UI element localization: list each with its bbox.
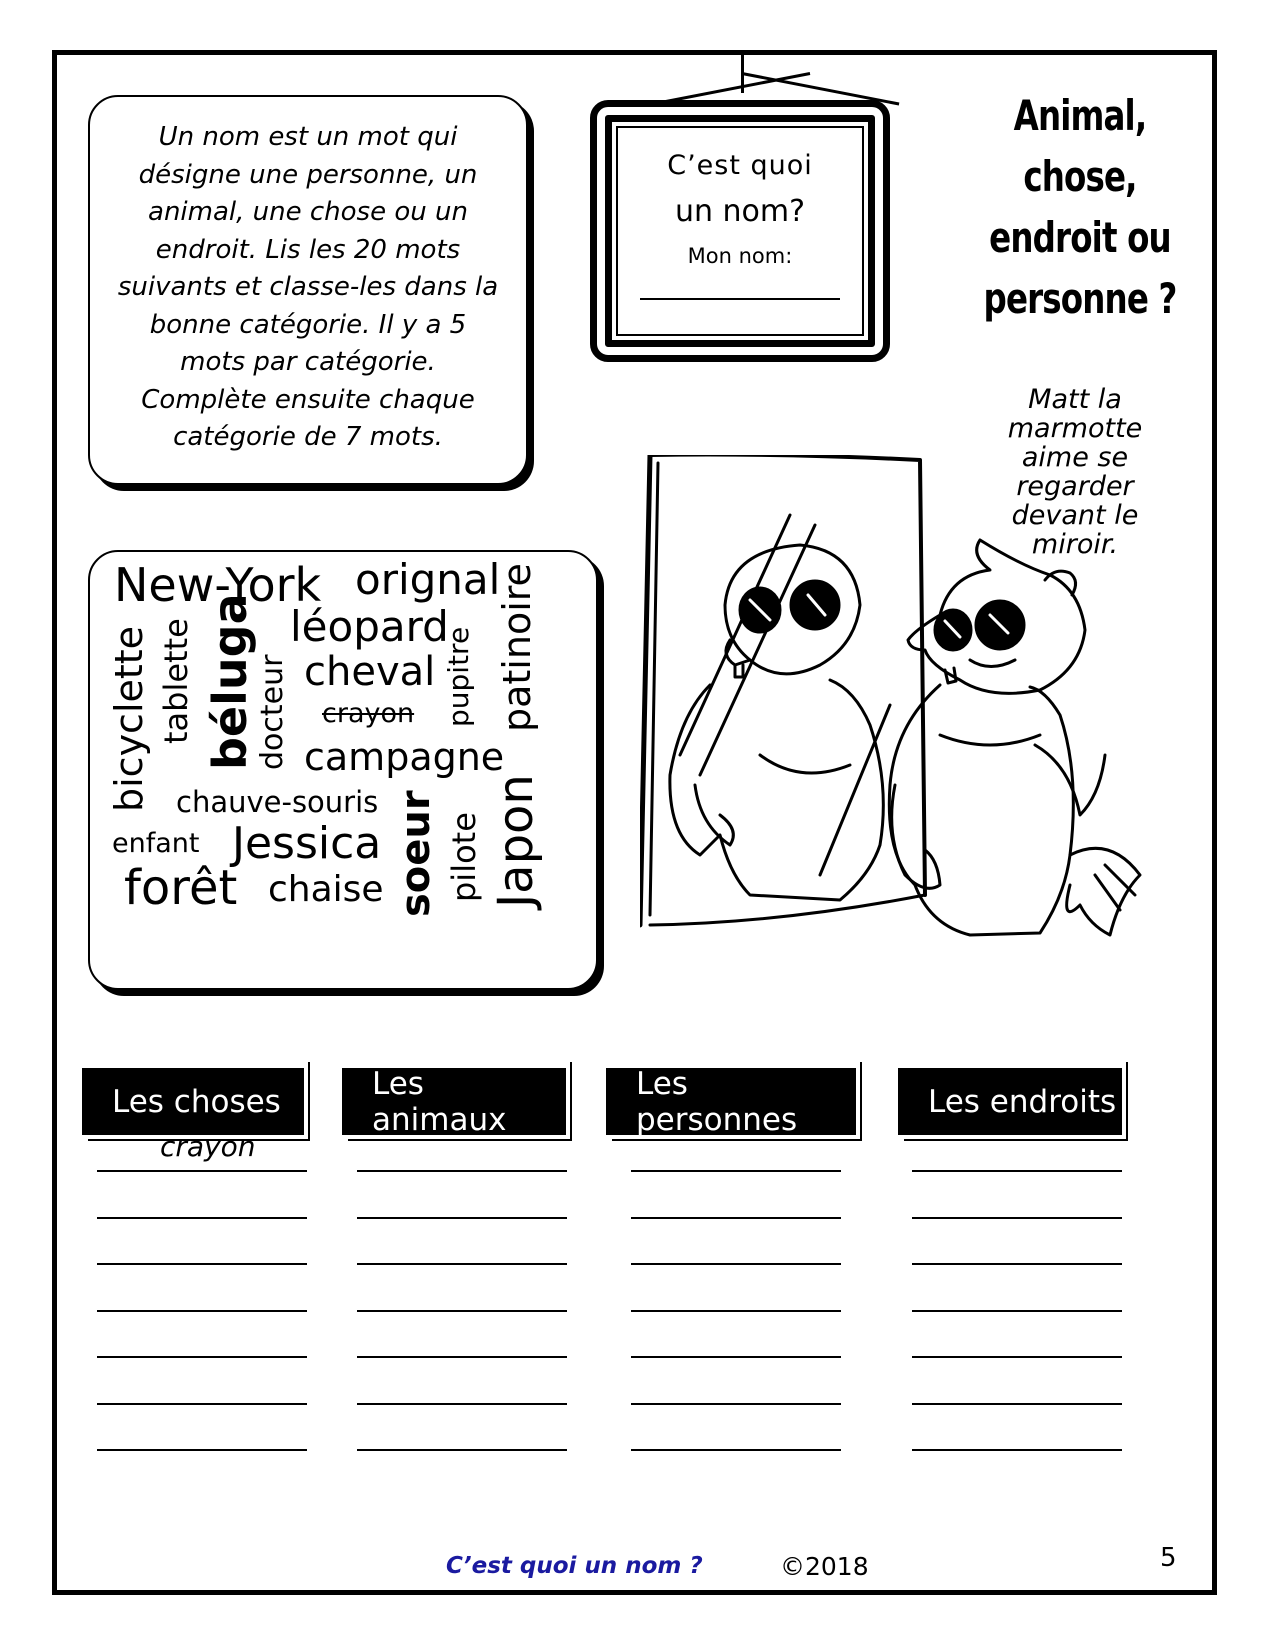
answer-line-animaux[interactable] <box>357 1449 567 1451</box>
answer-line-animaux[interactable] <box>357 1310 567 1312</box>
footer-copyright: ©2018 <box>780 1552 869 1581</box>
word-tablette: tablette <box>157 618 195 744</box>
picture-frame <box>590 100 890 362</box>
title-line-4: personne ? <box>983 274 1177 323</box>
caption-line: devant le <box>1011 500 1139 531</box>
word-soeur: soeur <box>393 790 439 917</box>
answer-line-choses[interactable] <box>97 1403 307 1405</box>
groundhog-mirror-illustration <box>640 455 1170 995</box>
caption-line: regarder <box>1016 471 1134 502</box>
word-enfant: enfant <box>112 828 200 859</box>
word-cheval: cheval <box>304 649 436 695</box>
worksheet-title <box>973 85 1188 329</box>
category-header-personnes <box>606 1065 856 1138</box>
category-label: Les personnes <box>636 1065 798 1138</box>
word-cloud-box <box>88 550 598 990</box>
instructions-box <box>88 95 528 485</box>
word-leopard: léopard <box>290 602 449 651</box>
answer-line-animaux[interactable] <box>357 1217 567 1219</box>
answer-line-endroits[interactable] <box>912 1403 1122 1405</box>
word-japon: Japon <box>488 774 544 908</box>
answer-line-endroits[interactable] <box>912 1310 1122 1312</box>
category-header-endroits <box>898 1068 1122 1135</box>
sign-line-2: un nom? <box>674 194 806 229</box>
category-header-animaux <box>342 1065 566 1138</box>
answer-choses-1[interactable]: crayon <box>160 1130 256 1163</box>
title-line-2: chose, <box>1023 152 1137 201</box>
answer-line-endroits[interactable] <box>912 1170 1122 1172</box>
answer-line-endroits[interactable] <box>912 1263 1122 1265</box>
answer-line-animaux[interactable] <box>357 1170 567 1172</box>
word-chauve-souris: chauve-souris <box>176 785 379 819</box>
word-pilote: pilote <box>445 812 483 902</box>
answer-line-endroits[interactable] <box>912 1449 1122 1451</box>
caption-line: Matt la <box>1028 384 1122 415</box>
word-beluga: béluga <box>203 593 257 770</box>
answer-line-choses[interactable] <box>97 1449 307 1451</box>
instructions-text: Un nom est un mot qui désigne une personne, un animal, une chose ou un endroit. Lis les 20 mots suivants et classe-les dans la bonne catégorie. Il y a 5 mots par catégorie. Complète ensuite chaque catégorie de 7 mots. <box>117 122 499 452</box>
answer-line-endroits[interactable] <box>912 1356 1122 1358</box>
answer-line-personnes[interactable] <box>631 1310 841 1312</box>
category-label: Les endroits <box>928 1083 1117 1120</box>
word-campagne: campagne <box>304 735 505 779</box>
word-jessica: Jessica <box>232 818 382 869</box>
answer-line-personnes[interactable] <box>631 1170 841 1172</box>
word-new-york: New-York <box>114 558 322 612</box>
category-header-choses <box>82 1068 304 1135</box>
word-foret: forêt <box>124 860 238 916</box>
title-line-3: endroit ou <box>989 213 1171 262</box>
word-orignal: orignal <box>355 555 501 604</box>
answer-line-choses[interactable] <box>97 1310 307 1312</box>
answer-line-personnes[interactable] <box>631 1356 841 1358</box>
answer-line-choses[interactable] <box>97 1170 307 1172</box>
answer-line-personnes[interactable] <box>631 1403 841 1405</box>
name-field[interactable] <box>640 298 840 300</box>
word-bicyclette: bicyclette <box>107 625 151 812</box>
answer-line-choses[interactable] <box>97 1217 307 1219</box>
answer-line-personnes[interactable] <box>631 1217 841 1219</box>
caption-line: aime se <box>1021 442 1129 473</box>
caption-line: marmotte <box>1007 413 1143 444</box>
footer-title: C’est quoi un nom ? <box>446 1553 703 1579</box>
answer-line-animaux[interactable] <box>357 1356 567 1358</box>
answer-line-personnes[interactable] <box>631 1263 841 1265</box>
answer-line-personnes[interactable] <box>631 1449 841 1451</box>
category-label: Les animaux <box>372 1065 507 1138</box>
word-crayon: crayon <box>322 698 415 729</box>
answer-line-animaux[interactable] <box>357 1263 567 1265</box>
answer-line-endroits[interactable] <box>912 1217 1122 1219</box>
word-patinoire: patinoire <box>495 563 539 732</box>
category-label: Les choses <box>112 1083 281 1120</box>
answer-line-choses[interactable] <box>97 1356 307 1358</box>
sign-line-1: C’est quoi <box>667 150 813 181</box>
answer-line-choses[interactable] <box>97 1263 307 1265</box>
word-pupitre: pupitre <box>442 626 475 727</box>
title-line-1: Animal, <box>1013 91 1147 140</box>
word-docteur: docteur <box>255 654 290 770</box>
answer-line-animaux[interactable] <box>357 1403 567 1405</box>
word-chaise: chaise <box>268 869 384 910</box>
caption-line: miroir. <box>1031 529 1119 560</box>
page-number: 5 <box>1160 1543 1177 1573</box>
name-label: Mon nom: <box>687 244 793 268</box>
